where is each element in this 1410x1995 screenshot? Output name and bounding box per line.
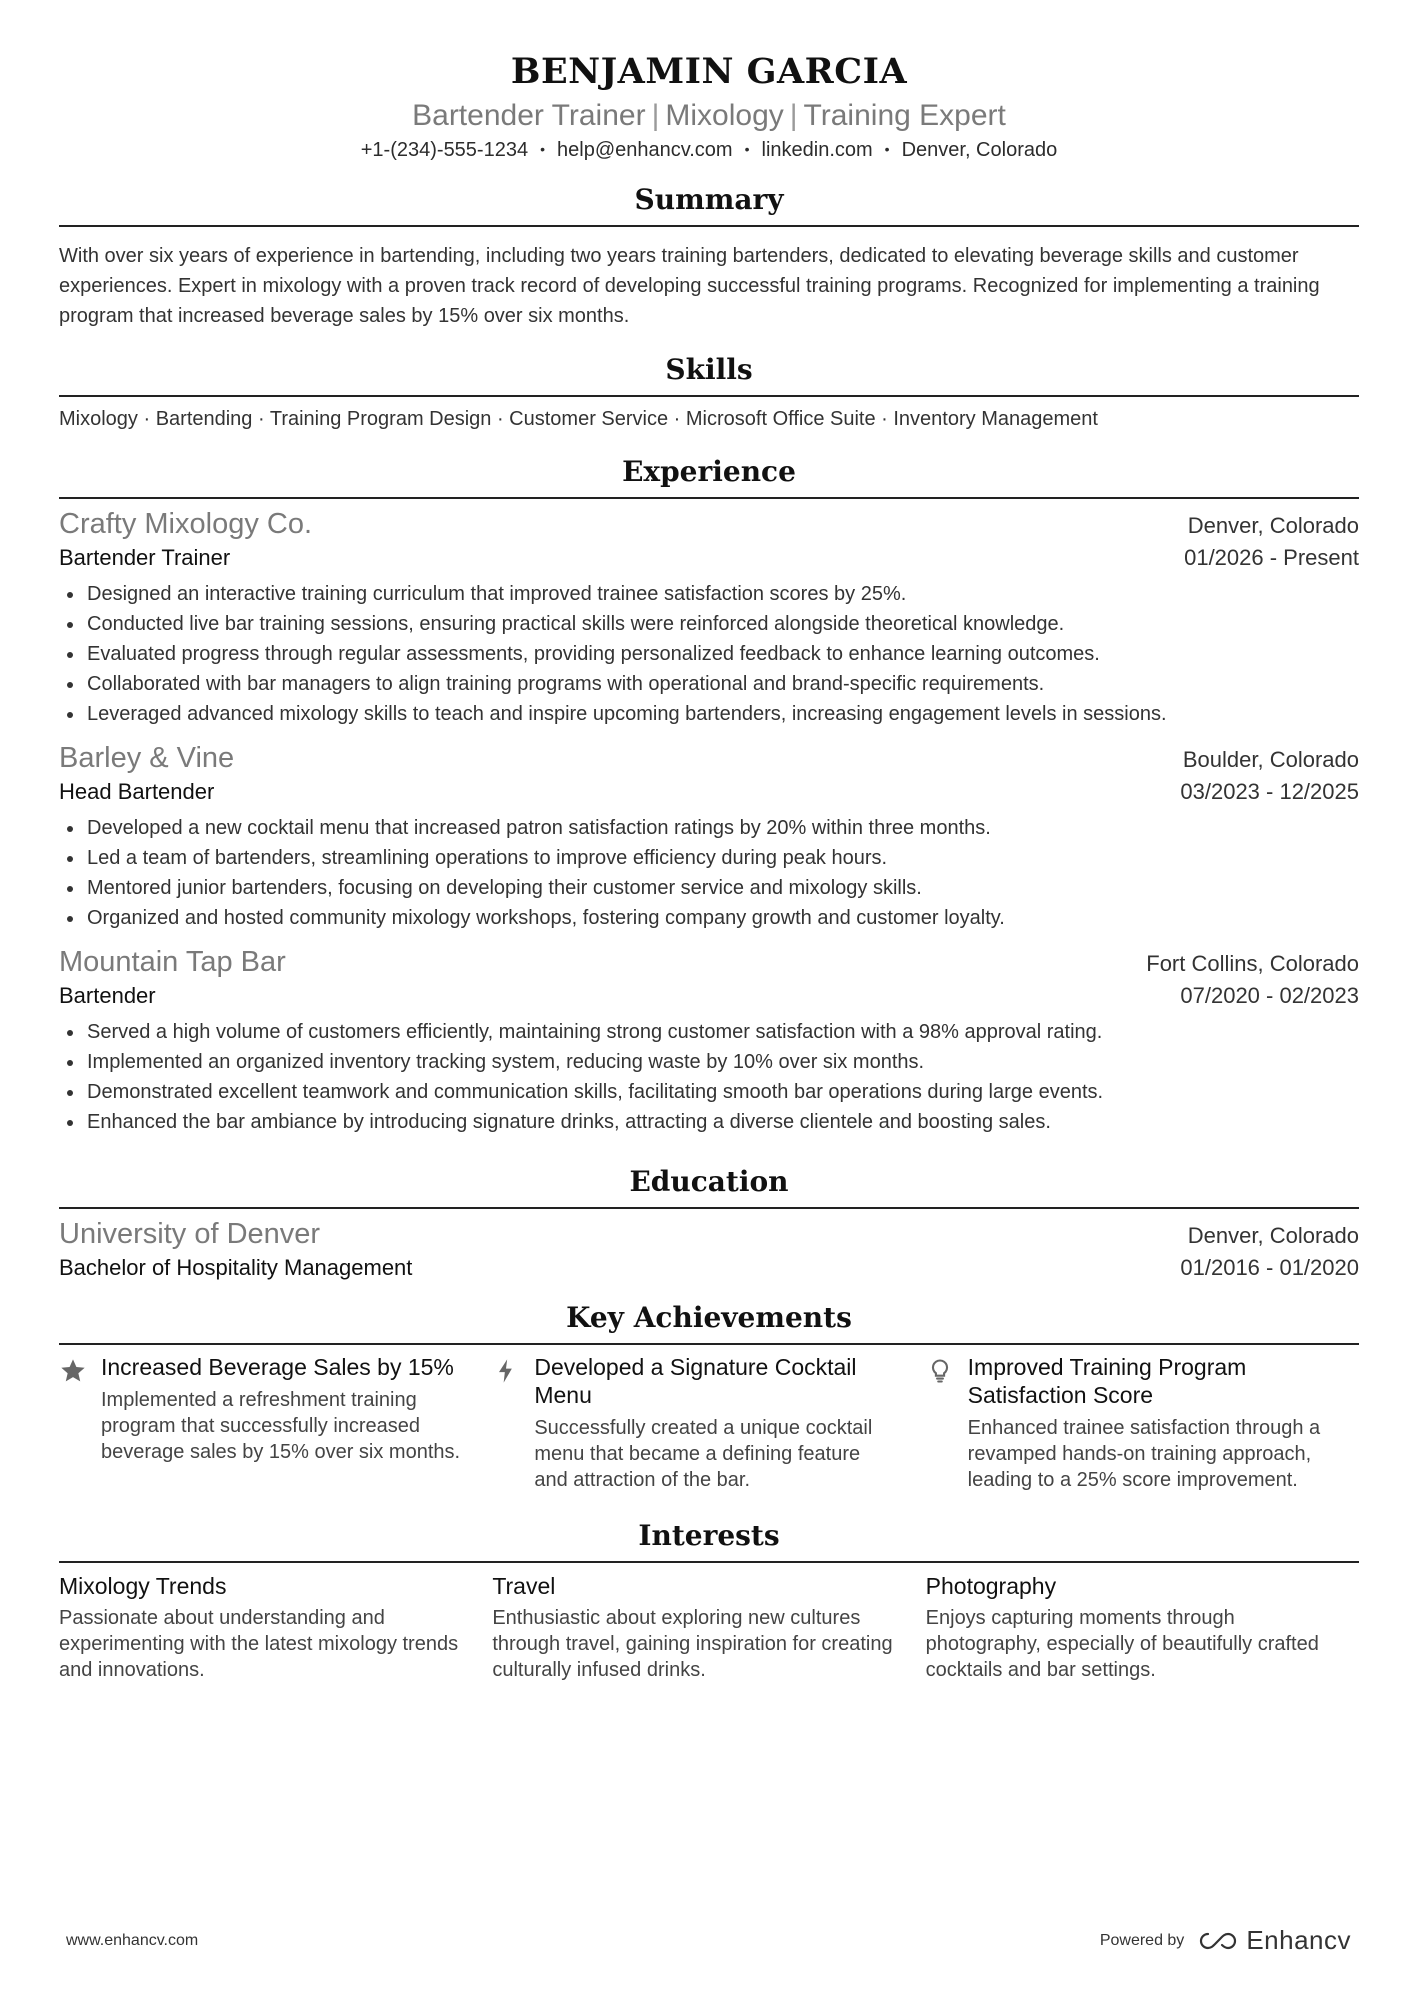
enhancv-logo-icon <box>1196 1930 1240 1952</box>
achievement-item <box>492 1353 925 1493</box>
headline <box>59 96 1359 136</box>
lightning-icon <box>492 1353 534 1493</box>
section-divider <box>59 1561 1359 1563</box>
section-divider <box>59 1343 1359 1345</box>
achievement-description: Enhanced trainee satisfaction through a revamped hands-on training approach, leading to a 25% score improvement. <box>967 1417 1321 1491</box>
interest-title: Travel <box>492 1573 556 1599</box>
achievement-title: Developed a Signature Cocktail Menu <box>534 1354 857 1408</box>
education-school: University of Denver <box>59 1218 321 1250</box>
footer-branding <box>1100 1925 1351 1956</box>
achievement-description: Successfully created a unique cocktail menu that became a defining feature and attraction of the bar. <box>534 1417 873 1491</box>
job-role: Bartender <box>59 983 156 1008</box>
job-location: Denver, Colorado <box>1187 513 1359 538</box>
interest-title: Photography <box>925 1573 1057 1599</box>
section-divider <box>59 1207 1359 1209</box>
section-heading-interests: Interests <box>638 1519 780 1552</box>
interest-item <box>926 1571 1359 1683</box>
section-divider <box>59 225 1359 227</box>
job-role: Head Bartender <box>59 779 215 804</box>
contact-separator: • <box>540 141 545 157</box>
headline-title-1: Bartender Trainer <box>412 99 646 132</box>
bullet-item: Evaluated progress through regular assessments, providing personalized feedback to enhance learning outcomes. <box>59 639 1359 669</box>
section-heading-education: Education <box>629 1165 789 1198</box>
interests-section <box>59 1517 1359 1683</box>
resume-header <box>59 0 1359 165</box>
education-dates: 01/2016 - 01/2020 <box>1180 1255 1359 1280</box>
job-dates: 07/2020 - 02/2023 <box>1180 983 1359 1008</box>
job-company: Mountain Tap Bar <box>59 946 286 978</box>
achievement-item <box>926 1353 1359 1493</box>
bullet-item: Led a team of bartenders, streamlining operations to improve efficiency during peak hours. <box>59 843 1359 873</box>
powered-by-label: Powered by <box>1099 1931 1185 1949</box>
interest-item <box>59 1571 492 1683</box>
education-degree: Bachelor of Hospitality Management <box>59 1255 413 1280</box>
bullet-item: Developed a new cocktail menu that increased patron satisfaction ratings by 20% within three months. <box>59 813 1359 843</box>
brand-name: Enhancv <box>1246 1925 1351 1955</box>
interest-item <box>492 1571 925 1683</box>
section-divider <box>59 395 1359 397</box>
footer-website-link[interactable]: www.enhancv.com <box>66 1931 199 1949</box>
job-dates: 03/2023 - 12/2025 <box>1180 779 1359 804</box>
bullet-item: Demonstrated excellent teamwork and communication skills, facilitating smooth bar operations during large events. <box>59 1077 1359 1107</box>
bullet-item: Mentored junior bartenders, focusing on developing their customer service and mixology skills. <box>59 873 1359 903</box>
interest-title: Mixology Trends <box>59 1573 227 1599</box>
bullet-item: Conducted live bar training sessions, ensuring practical skills were reinforced alongside theoretical knowledge. <box>59 609 1359 639</box>
job-entry <box>59 739 1359 933</box>
section-heading-achievements: Key Achievements <box>566 1301 852 1334</box>
bullet-item: Organized and hosted community mixology workshops, fostering company growth and customer loyalty. <box>59 903 1359 933</box>
job-bullets <box>59 813 1359 933</box>
bullet-item: Enhanced the bar ambiance by introducing signature drinks, attracting a diverse clientele and boosting sales. <box>59 1107 1359 1137</box>
interest-description: Enthusiastic about exploring new cultures through travel, gaining inspiration for creating culturally infused drinks. <box>492 1607 893 1681</box>
resume-page <box>59 0 1359 1995</box>
job-entry <box>59 943 1359 1137</box>
job-location: Boulder, Colorado <box>1182 747 1359 772</box>
interest-description: Passionate about understanding and experimenting with the latest mixology trends and innovations. <box>59 1607 459 1681</box>
job-entry <box>59 505 1359 729</box>
contact-separator: • <box>744 141 750 157</box>
bullet-item: Served a high volume of customers efficiently, maintaining strong customer satisfaction with a 98% approval rating. <box>59 1017 1359 1047</box>
job-company: Crafty Mixology Co. <box>59 508 313 540</box>
page-footer <box>66 1925 1351 1956</box>
contact-separator: • <box>884 141 890 157</box>
headline-title-3: Training Expert <box>803 99 1006 132</box>
lightbulb-icon <box>926 1353 968 1493</box>
summary-section <box>59 181 1359 331</box>
bullet-item: Implemented an organized inventory tracking system, reducing waste by 10% over six months. <box>59 1047 1359 1077</box>
section-heading-experience: Experience <box>622 455 796 488</box>
interest-description: Enjoys capturing moments through photography, especially of beautifully crafted cocktails and bar settings. <box>925 1607 1319 1681</box>
bullet-item: Collaborated with bar managers to align training programs with operational and brand-specific requirements. <box>59 669 1359 699</box>
bullet-item: Designed an interactive training curriculum that improved trainee satisfaction scores by 25%. <box>59 579 1359 609</box>
achievement-title: Improved Training Program Satisfaction Score <box>967 1354 1247 1408</box>
headline-title-2: Mixology <box>665 99 784 132</box>
achievement-description: Implemented a refreshment training program that successfully increased beverage sales by 15% over six months. <box>101 1389 461 1463</box>
linkedin-link[interactable]: linkedin.com <box>761 139 873 161</box>
email-link[interactable]: help@enhancv.com <box>557 139 733 161</box>
section-heading-summary: Summary <box>634 183 784 216</box>
education-section <box>59 1163 1359 1283</box>
star-icon <box>59 1353 101 1465</box>
experience-section <box>59 453 1359 1137</box>
headline-separator: | <box>651 99 660 132</box>
candidate-name: BENJAMIN GARCIA <box>510 51 908 92</box>
achievements-section <box>59 1299 1359 1493</box>
job-bullets <box>59 1017 1359 1137</box>
summary-text: With over six years of experience in bartending, including two years training bartenders, dedicated to elevating beverage skills and customer experiences. Expert in mixology with a proven track record of developing successful training programs. Recognized for implementing a training program that increased beverage sales by 15% over six months. <box>59 245 1320 327</box>
enhancv-logo[interactable] <box>1196 1925 1351 1956</box>
job-company: Barley & Vine <box>59 742 235 774</box>
job-dates: 01/2026 - Present <box>1184 545 1359 570</box>
headline-separator: | <box>789 99 798 132</box>
education-location: Denver, Colorado <box>1187 1223 1359 1248</box>
section-heading-skills: Skills <box>665 353 753 386</box>
skills-section <box>59 351 1359 433</box>
job-location: Fort Collins, Colorado <box>1146 951 1359 976</box>
bullet-item: Leveraged advanced mixology skills to teach and inspire upcoming bartenders, increasing engagement levels in sessions. <box>59 699 1359 729</box>
skills-list: Mixology · Bartending · Training Program Design · Customer Service · Microsoft Office Suite · Inventory Management <box>59 408 1098 430</box>
job-role: Bartender Trainer <box>59 545 231 570</box>
contact-line <box>59 136 1359 165</box>
phone-number: +1-(234)-555-1234 <box>360 139 529 161</box>
job-bullets <box>59 579 1359 729</box>
contact-location: Denver, Colorado <box>901 139 1058 161</box>
section-divider <box>59 497 1359 499</box>
achievement-title: Increased Beverage Sales by 15% <box>101 1354 454 1380</box>
achievement-item <box>59 1353 492 1493</box>
